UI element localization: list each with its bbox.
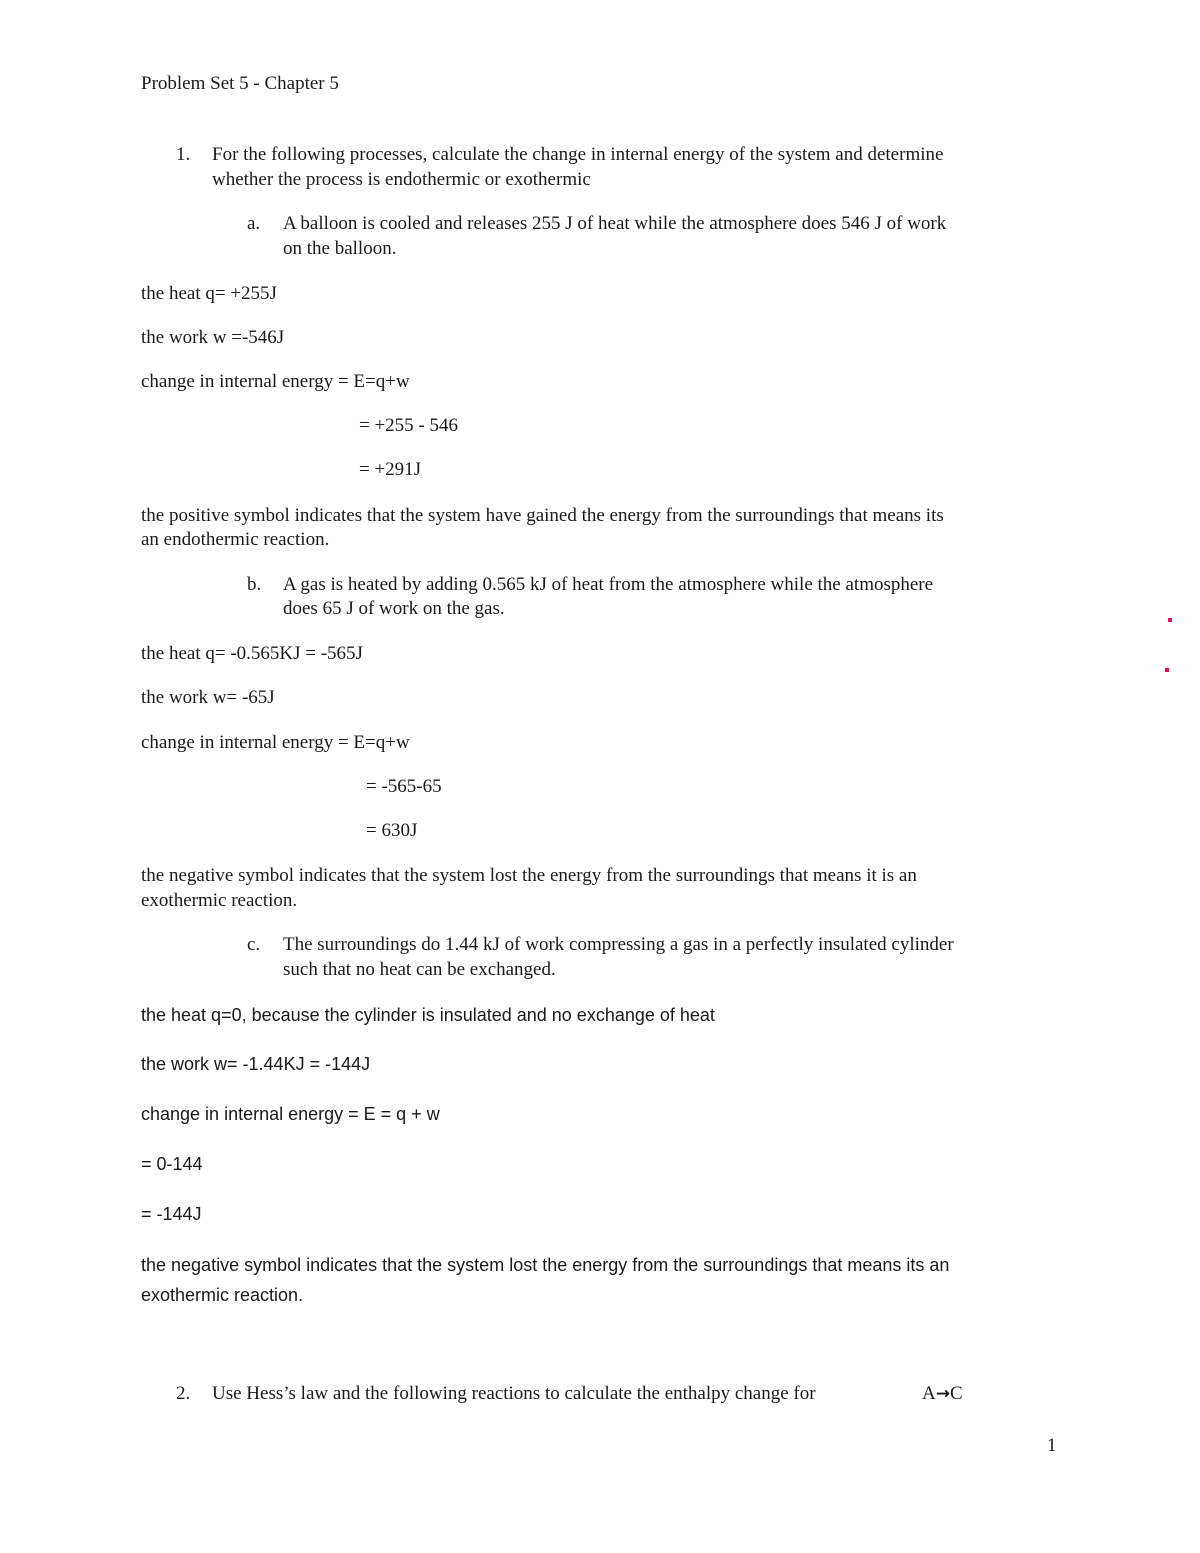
- part-a-change-formula: change in internal energy = E=q+w: [141, 371, 410, 392]
- part-c-work: the work w= -1.44KJ = -144J: [141, 1054, 371, 1074]
- part-b-letter: b.: [247, 574, 262, 595]
- part-a-text-line1: A balloon is cooled and releases 255 J of heat while the atmosphere does 546 J of work: [283, 213, 947, 234]
- part-a-letter: a.: [247, 213, 261, 234]
- comment-marker[interactable]: [1168, 618, 1172, 622]
- reaction-product: C: [949, 1383, 963, 1404]
- comment-marker[interactable]: [1165, 668, 1169, 672]
- document-title: Problem Set 5 - Chapter 5: [141, 73, 339, 94]
- part-b-step2: = 630J: [366, 820, 418, 841]
- part-a-conclusion-line2: an endothermic reaction.: [141, 529, 330, 550]
- part-c-conclusion-line1: the negative symbol indicates that the system lost the energy from the surroundings that means its an: [141, 1255, 950, 1275]
- part-b-conclusion-line1: the negative symbol indicates that the system lost the energy from the surroundings that means it is an: [141, 865, 917, 886]
- part-b-text-line2: does 65 J of work on the gas.: [283, 598, 505, 619]
- part-a-work: the work w =-546J: [141, 327, 285, 348]
- part-a-step1: = +255 - 546: [359, 415, 459, 436]
- question-1-text-line1: For the following processes, calculate the change in internal energy of the system and determine: [212, 144, 944, 165]
- page-number: 1: [1047, 1435, 1057, 1456]
- question-2-reaction: [922, 1382, 963, 1407]
- part-c-conclusion-line2: exothermic reaction.: [141, 1285, 304, 1305]
- part-c-step2: = -144J: [141, 1204, 202, 1224]
- part-a-heat: the heat q= +255J: [141, 283, 277, 304]
- reaction-reactant: A: [922, 1383, 936, 1404]
- part-a-conclusion-line1: the positive symbol indicates that the system have gained the energy from the surroundings that means its: [141, 505, 944, 526]
- part-c-change-formula: change in internal energy = E = q + w: [141, 1104, 440, 1124]
- question-1-number: 1.: [176, 144, 191, 165]
- part-b-change-formula: change in internal energy = E=q+w: [141, 732, 410, 753]
- right-arrow-icon: →: [935, 1384, 950, 1404]
- part-c-letter: c.: [247, 934, 261, 955]
- question-1-text-line2: whether the process is endothermic or exothermic: [212, 169, 591, 190]
- part-b-text-line1: A gas is heated by adding 0.565 kJ of heat from the atmosphere while the atmosphere: [283, 574, 934, 595]
- part-c-heat: the heat q=0, because the cylinder is insulated and no exchange of heat: [141, 1005, 715, 1025]
- part-c-text-line1: The surroundings do 1.44 kJ of work compressing a gas in a perfectly insulated cylinder: [283, 934, 954, 955]
- part-c-text-line2: such that no heat can be exchanged.: [283, 959, 556, 980]
- part-b-conclusion-line2: exothermic reaction.: [141, 890, 298, 911]
- question-2-text: Use Hess’s law and the following reactions to calculate the enthalpy change for: [212, 1383, 816, 1404]
- part-b-heat: the heat q= -0.565KJ = -565J: [141, 643, 363, 664]
- part-b-step1: = -565-65: [366, 776, 442, 797]
- part-c-step1: = 0-144: [141, 1154, 203, 1174]
- part-b-work: the work w= -65J: [141, 687, 275, 708]
- question-2-number: 2.: [176, 1383, 191, 1404]
- part-a-step2: = +291J: [359, 459, 422, 480]
- part-a-text-line2: on the balloon.: [283, 238, 397, 259]
